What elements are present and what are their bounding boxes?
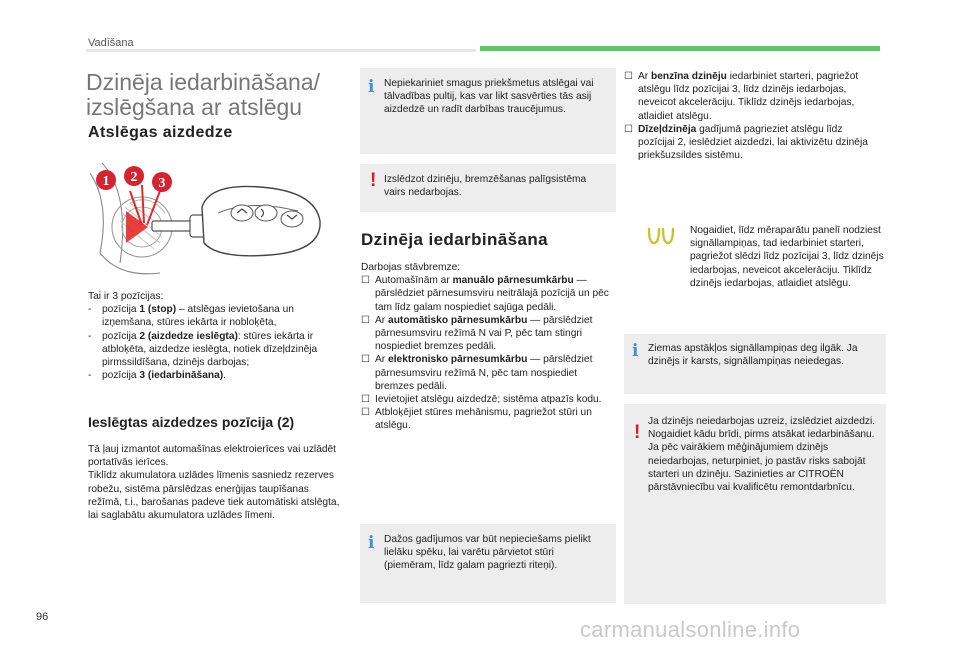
positions-list [88,303,342,382]
warning-box-engine-not-start: ! Ja dzinējs neiedarbojas uzreiz, izslēdziet aizdedzi. Nogaidiet kādu brīdi, pirms atsākat iedarbināšanu. Ja pēc vairākiem mēģinājumiem dzinējs neiedarbojas, neturpiniet, jo pastāv risks sabojāt starteri un dzinēju. Sazinieties ar CITROËN pārstāvniecību vai kvalificētu remontdarbnīcu. [624,404,886,604]
header-accent-bar [480,46,880,51]
callout-3 [152,172,172,192]
start-steps-section [361,261,615,433]
header-rule [86,49,476,52]
info-box-key-weight: i Nepiekariniet smagus priekšmetus atslēgai vai tālvadības pultij, kas var likt sasvērties tās asij aizdedzē un radīt darbības traucējumus. [360,68,616,154]
page-number: 96 [36,611,49,623]
glow-plug-icon [646,225,676,247]
warning-icon: ! [370,170,377,191]
section-label: Vadīšana [88,37,134,49]
list-item: - pozīcija 1 (stop) – atslēgas ievietošana un izņemšana, stūres iekārta ir nobloķēta, [88,304,294,329]
positions-intro: Tai ir 3 pozīcijas: [88,291,164,302]
heading-engine-start: Dzinēja iedarbināšana [361,230,548,249]
position2-paragraph-2: Tiklīdz akumulatora uzlādes līmenis sasniedz rezerves robežu, sistēma pārslēdzas enerģijas taupīšanas režīmā, t.i., barošanas padeve tiek automātiski atslēgta, lai saglabātu akumulatora uzlādes līmeni. [88,470,340,522]
list-item: ☐ Ar benzīna dzinēju iedarbiniet starteri, pagriežot atslēgu līdz pozīcijai 3, līdz dzinējs iedarbojas, neveicot akcelerāciju. Tiklīdz dzinējs iedarbojas, atlaidiet atslēgu. [624,71,859,122]
callout-1 [96,170,116,190]
ignition-key-illustration [90,163,352,278]
info-icon: i [368,77,375,97]
info-box-winter: i Ziemas apstākļos signāllampiņas deg ilgāk. Ja dzinējs ir karsts, signāllampiņas neiedegas. [624,334,886,394]
fuel-steps-section [624,70,882,162]
list-item: ☐ Atbloķējiet stūres mehānismu, pagriežot stūri un atslēgu. [361,407,592,432]
fuel-steps-list [624,70,882,162]
info-icon: i [632,341,639,361]
page-title-line1: Dzinēja iedarbināšana/ [86,69,320,95]
start-intro: Darbojas stāvbremze: [361,262,461,273]
warning-icon: ! [634,422,641,443]
glow-plug-note: Nogaidiet, līdz mēraparātu panelī nodziest signāllampiņas, tad iedarbiniet starteri, pagriežot slēdzi līdz pozīcijai 3, līdz dzinējs iedarbojas, neveicot akcelerāciju. Tiklīdz dzinējs iedarbojas, atlaidiet atslēgu. [690,225,884,289]
list-item: - pozīcija 3 (iedarbināšana). [88,370,227,382]
list-item: ☐ Ar elektronisko pārnesumkārbu — pārslēdziet pārnesumsviru režīmā N, pēc tam nospiediet bremzes pedāli. [361,354,593,392]
positions-section [88,290,342,382]
info-icon: i [368,533,375,553]
list-item: ☐ Ievietojiet atslēgu aizdedzē; sistēma atpazīs kodu. [361,394,602,406]
start-steps-list [361,274,615,432]
warning-box-brake-assist: ! Izslēdzot dzinēju, bremzēšanas palīgsistēma vairs nedarbojas. [360,164,616,212]
list-item: ☐ Dīzeļdzinēja gadījumā pagrieziet atslēgu līdz pozīcijai 2, ieslēdziet aizdedzi, lai aktivizētu dzinēja priekšuzsildes sistēmu. [624,123,868,162]
info-box-steering-force: i Dažos gadījumos var būt nepieciešams pielikt lielāku spēku, lai varētu pārvietot stūri (piemēram, līdz galam pagriezti riteņi). [360,524,616,603]
heading-ignition: Atslēgas aizdedze [88,124,233,141]
list-item: ☐ Ar automātisko pārnesumkārbu — pārslēdziet pārnesumsviru režīmā N vai P, pēc tam stingri nospiediet bremzes pedāli. [361,314,593,353]
list-item: - pozīcija 2 (aizdedze ieslēgta): stūres iekārta ir atbloķēta, aizdedze ieslēgta, notiek dīzeļdzinēja pirmssildīšana, dzinējs darbojas; [88,330,318,369]
heading-position2: Ieslēgtas aizdedzes pozīcija (2) [88,414,295,430]
page-title-line2: izslēgšana ar atslēgu [86,94,303,120]
svg-text:3: 3 [158,176,166,191]
callout-2 [124,166,144,186]
list-item: ☐ Automašīnām ar manuālo pārnesumkārbu — pārslēdziet pārnesumsviru neitrālajā pozīcijā un pēc tam līdz galam nospiediet sajūga pedāli. [361,275,609,313]
page-title [86,70,346,120]
svg-text:1: 1 [102,174,110,189]
position2-text [88,443,342,522]
watermark: carmanualsonline.info [580,617,801,642]
position2-paragraph-1: Tā ļauj izmantot automašīnas elektroierīces vai uzlādēt portatīvās ierīces. [88,444,337,469]
svg-text:2: 2 [130,170,138,185]
